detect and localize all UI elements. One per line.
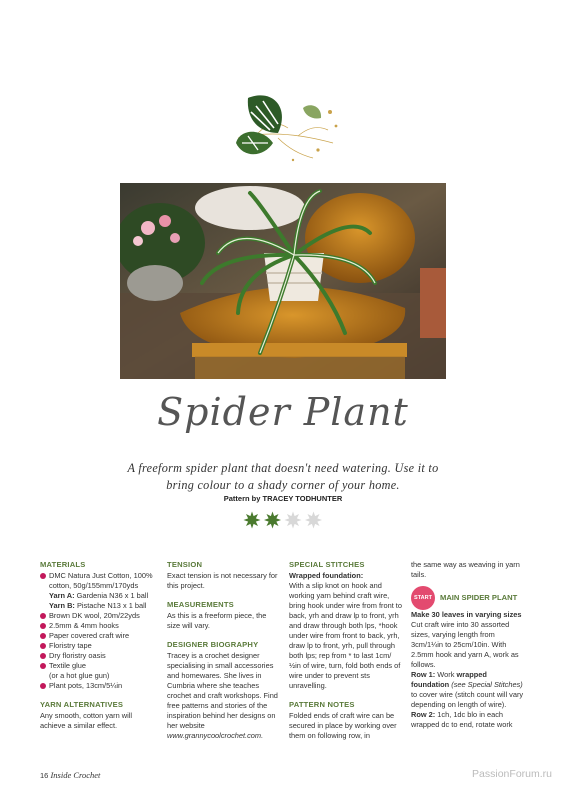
glue-note: (or a hot glue gun) <box>49 671 110 680</box>
bullet-icon <box>40 653 46 659</box>
watermark: PassionForum.ru <box>472 768 552 780</box>
material-item: DMC Natura Just Cotton, 100% cotton, 50g/155mm/170yds <box>40 571 158 591</box>
byline-prefix: Pattern by <box>223 494 261 503</box>
measurements-heading: MEASUREMENTS <box>167 600 234 609</box>
rating-star-filled-icon <box>264 512 281 529</box>
bullet-icon <box>40 683 46 689</box>
tension-text: Exact tension is not necessary for this project. <box>167 571 278 590</box>
yarn-alternatives-heading: YARN ALTERNATIVES <box>40 700 124 709</box>
main-spider-text: Cut craft wire into 30 assorted sizes, varying length from 3cm/1¼in to 25cm/10in. With 2.5mm hook and yarn A, work as follows. <box>411 620 519 669</box>
tension-heading: TENSION <box>167 560 203 569</box>
pattern-subtitle: A freeform spider plant that doesn't need watering. Use it to bring colour to a shady corner of your home. <box>127 461 439 492</box>
material-item: Textile glue <box>40 661 158 671</box>
monstera-leaf-illustration <box>218 88 348 168</box>
yarn-a-line: Yarn A: Gardenia N36 x 1 ball <box>49 591 149 600</box>
difficulty-rating <box>243 511 323 529</box>
rating-star-empty-icon <box>285 512 302 529</box>
yarn-b-line: Yarn B: Pistache N13 x 1 ball <box>49 601 147 610</box>
special-stitches-heading: SPECIAL STITCHES <box>289 560 365 569</box>
designer-text: Tracey is a crochet designer specialising in small accessories and homewares. She lives in Cumbria where she teaches crochet and craft workshops. Find free patterns and stories of the inspiration behind her designs on her website www.grannycoolcrochet.com. <box>167 651 278 740</box>
designer-heading: DESIGNER BIOGRAPHY <box>167 640 259 649</box>
bullet-icon <box>40 613 46 619</box>
bullet-icon <box>40 623 46 629</box>
row2-instruction: Row 2: 1ch, 1dc blo in each wrapped dc to end, rotate work <box>411 710 513 729</box>
material-item: 2.5mm & 4mm hooks <box>40 621 158 631</box>
material-item: Dry floristry oasis <box>40 651 158 661</box>
column-tension <box>167 560 279 741</box>
material-item: Brown DK wool, 20m/22yds <box>40 611 158 621</box>
start-badge: START <box>411 586 435 610</box>
pattern-notes-text: Folded ends of craft wire can be secured in place by working over them on following row, in <box>289 711 397 740</box>
material-item: Plant pots, 13cm/5¼in <box>40 681 158 691</box>
pattern-title: Spider Plant <box>157 390 409 434</box>
materials-heading: MATERIALS <box>40 560 86 569</box>
make-leaves-instruction: Make 30 leaves in varying sizes <box>411 610 522 619</box>
measurements-text: As this is a freeform piece, the size will vary. <box>167 611 267 630</box>
wrapped-foundation-subheading: Wrapped foundation: <box>289 571 364 580</box>
pattern-notes-continued: the same way as weaving in yarn tails. <box>411 560 520 579</box>
material-item: Paper covered craft wire <box>40 631 158 641</box>
rating-star-filled-icon <box>244 512 261 529</box>
pattern-notes-heading: PATTERN NOTES <box>289 700 355 709</box>
start-row <box>411 586 527 610</box>
column-materials <box>40 560 158 731</box>
designer-name: TRACEY TODHUNTER <box>262 494 343 503</box>
bullet-icon <box>40 633 46 639</box>
bullet-icon <box>40 573 46 579</box>
bullet-icon <box>40 643 46 649</box>
special-stitches-text: With a slip knot on hook and working yarn behind craft wire, bring hook under wire from front to back, yrh and draw lp to front, yrh and draw through both lps, *hook under wire from front to back, yrh, draw lp to front, yrh, pull through both lps; rep from * to last 1cm/½in of wire, turn, fold both ends of wire under to prevent sts unravelling. <box>289 581 402 690</box>
magazine-name: Inside Crochet <box>50 770 101 780</box>
rating-star-empty-icon <box>305 512 322 529</box>
bullet-icon <box>40 663 46 669</box>
row1-instruction: Row 1: Work wrapped foundation (see Special Stitches) to cover wire (stitch count will vary depending on length of wire). <box>411 670 524 709</box>
designer-website: www.grannycoolcrochet.com. <box>167 731 264 740</box>
material-item: Floristry tape <box>40 641 158 651</box>
page-footer <box>40 770 100 780</box>
main-spider-heading: MAIN SPIDER PLANT <box>440 593 518 602</box>
spider-plant-photo <box>120 183 446 379</box>
column-special-stitches <box>289 560 402 741</box>
pattern-byline <box>0 494 566 503</box>
yarn-alternatives-text: Any smooth, cotton yarn will achieve a similar effect. <box>40 711 133 730</box>
column-main-spider <box>411 560 527 730</box>
page-number: 16 <box>40 771 49 780</box>
